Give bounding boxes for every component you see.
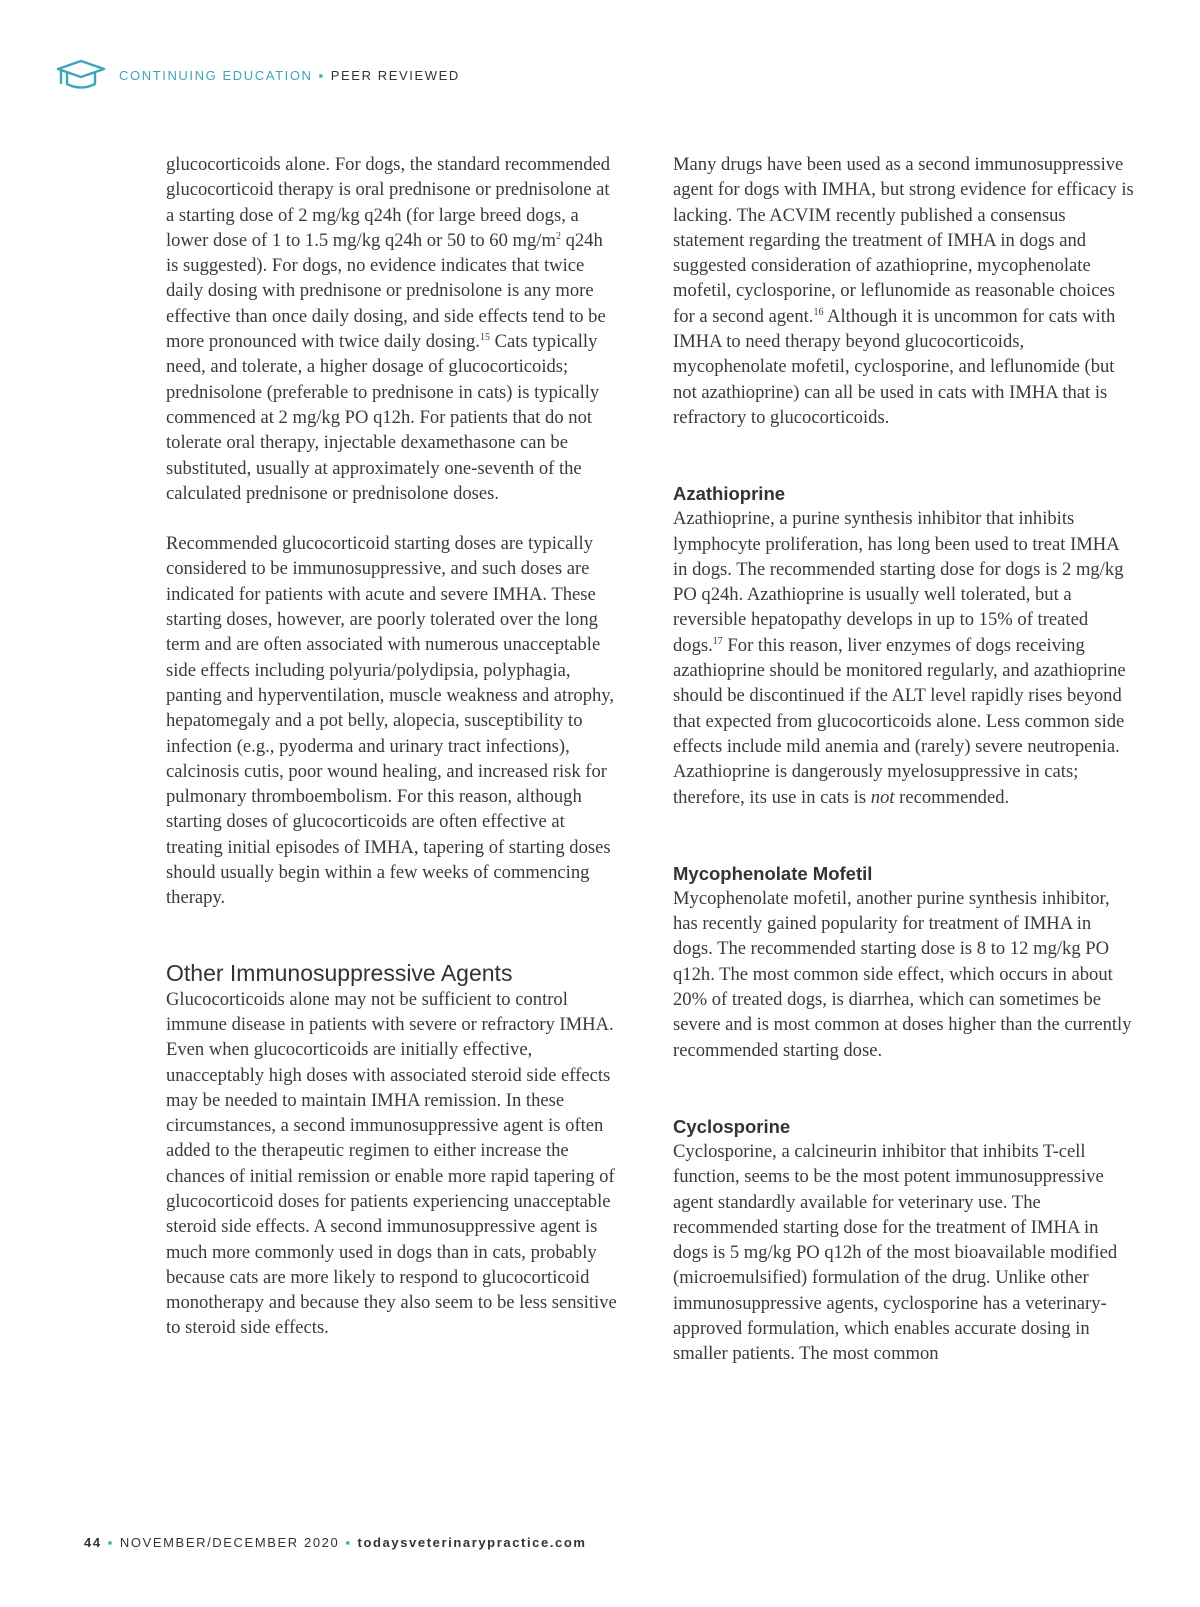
superscript: 2	[555, 230, 561, 242]
azathioprine-heading: Azathioprine	[673, 483, 786, 505]
left-paragraph-3: Glucocorticoids alone may not be sufficient to control immune disease in patients with severe or refractory IMHA. Even when glucocorticoids are initially effective, unacceptably high doses with associated steroid side effects may be needed to maintain IMHA remission. In these circumstances, a second immunosuppressive agent is often added to the therapeutic regimen to either increase the chances of initial remission or enable more rapid tapering of glucocorticoid doses for patients experiencing unacceptable steroid side effects. A second immunosuppressive agent is much more commonly used in dogs than in cats, probably because cats are more likely to respond to glucocorticoid monotherapy and because they also seem to be less sensitive to steroid side effects.	[166, 988, 617, 1339]
header-separator: ▪	[318, 67, 325, 83]
citation-ref: 17	[712, 635, 723, 647]
page-header	[55, 55, 460, 95]
cyclosporine-paragraph: Cyclosporine, a calcineurin inhibitor that inhibits T-cell function, seems to be the most potent immunosuppressive agent standardly available for veterinary use. The recommended starting dose for the treatment of IMHA in dogs is 5 mg/kg PO q12h of the most bioavailable modified (microemulsified) formulation of the drug. Unlike other immunosuppressive agents, cyclosporine has a veterinary-approved formulation, which enables accurate dosing in smaller patients. The most common	[673, 1140, 1118, 1365]
page-footer	[84, 1535, 587, 1550]
emphasis: not	[870, 786, 895, 808]
mycophenolate-paragraph: Mycophenolate mofetil, another purine synthesis inhibitor, has recently gained popularity for treatment of IMHA in dogs. The recommended starting dose is 8 to 12 mg/kg PO q12h. The most common side effect, which occurs in about 20% of treated dogs, is diarrhea, which can sometimes be severe and is most common at doses higher than the currently recommended starting dose.	[673, 887, 1132, 1061]
website-link[interactable]: todaysveterinarypractice.com	[357, 1535, 587, 1550]
text-run: Although it is uncommon for cats with IMHA to need therapy beyond glucocorticoids, mycophenolate mofetil, cyclosporine, and leflunomide (but not azathioprine) can all be used in cats with IMHA that is refractory to glucocorticoids.	[673, 305, 1116, 428]
text-run: Many drugs have been used as a second immunosuppressive agent for dogs with IMHA, but strong evidence for efficacy is lacking. The ACVIM recently published a consensus statement regarding the treatment of IMHA in dogs and suggested consideration of azathioprine, mycophenolate mofetil, cyclosporine, or leflunomide as reasonable choices for a second agent.	[673, 154, 1134, 327]
header-text	[119, 68, 460, 83]
left-column	[166, 152, 618, 1341]
graduation-cap-icon	[55, 58, 107, 92]
header-section: CONTINUING EDUCATION	[119, 67, 313, 83]
text-run: Cats typically need, and tolerate, a higher dosage of glucocorticoids; prednisolone (preferable to prednisone in cats) is typically commenced at 2 mg/kg PO q12h. For patients that do not tolerate oral therapy, injectable dexamethasone can be substituted, usually at approximately one-seventh of the calculated prednisone or prednisolone doses.	[166, 331, 600, 504]
text-run: q24h is suggested). For dogs, no evidence indicates that twice daily dosing with prednisone or prednisolone is any more effective than once daily dosing, and side effects tend to be more pronounced with twice daily dosing.	[166, 229, 606, 353]
footer-separator: ▪	[107, 1535, 114, 1550]
text-run: For this reason, liver enzymes of dogs receiving azathioprine should be monitored regularly, and azathioprine should be discontinued if the ALT level rapidly rises beyond that expected from glucocorticoids alone. Less common side effects include mild anemia and (rarely) severe neutropenia. Azathioprine is dangerously myelosuppressive in cats; therefore, its use in cats is	[673, 634, 1126, 808]
section-heading: Other Immunosuppressive Agents	[166, 959, 513, 986]
citation-ref: 16	[813, 306, 824, 318]
text-run: Azathioprine, a purine synthesis inhibitor that inhibits lymphocyte proliferation, has long been used to treat IMHA in dogs. The recommended starting dose for dogs is 2 mg/kg PO q24h. Azathioprine is usually well tolerated, but a reversible hepatopathy develops in up to 15% of treated dogs.	[673, 508, 1124, 656]
header-label: PEER REVIEWED	[330, 67, 460, 83]
page-number: 44	[84, 1535, 102, 1550]
mycophenolate-heading: Mycophenolate Mofetil	[673, 862, 873, 884]
cyclosporine-heading: Cyclosporine	[673, 1115, 791, 1137]
right-column	[673, 152, 1135, 1367]
citation-ref: 15	[479, 331, 490, 343]
footer-separator: ▪	[345, 1535, 352, 1550]
azathioprine-paragraph	[673, 506, 1135, 810]
left-paragraph-1	[166, 152, 618, 506]
issue-date: NOVEMBER/DECEMBER 2020	[119, 1535, 340, 1550]
text-run: glucocorticoids alone. For dogs, the standard recommended glucocorticoid therapy is oral prednisone or prednisolone at a starting dose of 2 mg/kg q24h (for large breed dogs, a lower dose of 1 to 1.5 mg/kg q24h or 50 to 60 mg/m	[166, 154, 611, 251]
text-run: recommended.	[894, 786, 1010, 808]
right-paragraph-1	[673, 152, 1135, 430]
left-paragraph-2: Recommended glucocorticoid starting doses are typically considered to be immunosuppressive, and such doses are indicated for patients with acute and severe IMHA. These starting doses, however, are poorly tolerated over the long term and are often associated with numerous unacceptable side effects including polyuria/polydipsia, polyphagia, panting and hyperventilation, muscle weakness and atrophy, hepatomegaly and a pot belly, alopecia, susceptibility to infection (e.g., pyoderma and urinary tract infections), calcinosis cutis, poor wound healing, and increased risk for pulmonary thromboembolism. For this reason, although starting doses of glucocorticoids are often effective at treating initial episodes of IMHA, tapering of starting doses should usually begin within a few weeks of commencing therapy.	[166, 533, 615, 909]
